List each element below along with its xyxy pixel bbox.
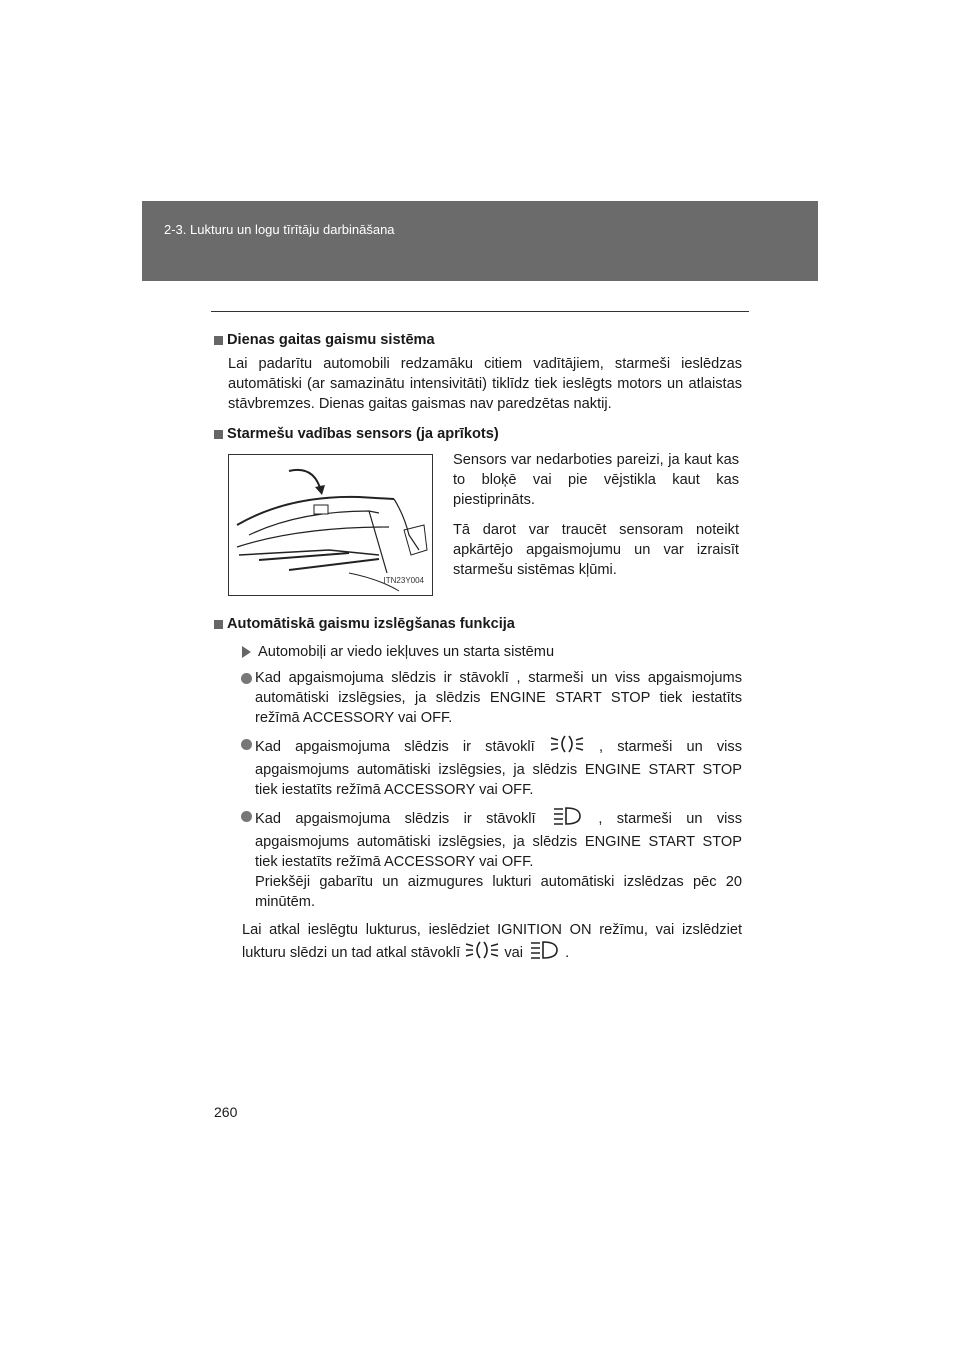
relight-instruction [214, 920, 742, 966]
section-title: 2-3. Lukturu un logu tīrītāju darbināšana [164, 222, 395, 237]
smart-entry-subheading [214, 642, 742, 662]
page-number: 260 [214, 1104, 238, 1120]
bullet-item-2 [214, 734, 742, 800]
figure-code: ITN23Y004 [383, 576, 424, 585]
bullet-3-note: Priekšēji gabarītu un aizmugures lukturi automātiski izslēdzas pēc 20 minūtēm. [255, 874, 742, 910]
auto-off-heading-text: Automātiskā gaismu izslēgšanas funkcija [227, 616, 515, 632]
tail-light-icon [464, 940, 500, 966]
round-bullet-icon [241, 811, 252, 822]
sensor-section [214, 424, 742, 596]
sensor-text [453, 450, 739, 596]
sensor-heading-text: Starmešu vadības sensors (ja aprīkots) [227, 426, 499, 442]
bullet-1-text: Kad apgaismojuma slēdzis ir stāvoklī , starmeši un viss apgaismojums automātiski izslēgsies, ja slēdzis ENGINE START STOP tiek iestatīts režīmā ACCESSORY vai OFF. [255, 670, 742, 726]
round-bullet-icon [241, 673, 252, 684]
auto-off-section [214, 614, 742, 966]
final-text-end: . [565, 944, 570, 961]
bullet-item-3 [214, 806, 742, 912]
square-bullet-icon [214, 430, 223, 439]
tail-light-icon [549, 734, 585, 760]
drl-heading [214, 330, 742, 350]
square-bullet-icon [214, 336, 223, 345]
headlight-icon [527, 940, 561, 966]
sensor-text-p2: Tā darot var traucēt sensoram noteikt apkārtējo apgaismojumu un var izraisīt starmešu sistēmas kļūmi. [453, 522, 739, 578]
triangle-bullet-icon [242, 646, 251, 658]
auto-off-heading [214, 614, 742, 634]
section-header-bar [142, 201, 818, 281]
final-text-mid: vai [504, 944, 523, 961]
divider-rule [211, 311, 749, 312]
drl-heading-text: Dienas gaitas gaismu sistēma [227, 332, 435, 348]
windshield-sensor-illustration [228, 454, 433, 596]
bullet-2-text-start: Kad apgaismojuma slēdzis ir stāvoklī [255, 738, 535, 755]
page-content [214, 330, 742, 976]
bullet-item-1 [214, 668, 742, 728]
final-text-start: Lai atkal ieslēgtu lukturus, ieslēdziet IGNITION ON režīmu, vai izslēdziet lukturu slēdzi un tad atkal stāvoklī [242, 922, 742, 961]
square-bullet-icon [214, 620, 223, 629]
round-bullet-icon [241, 739, 252, 750]
subheading-text: Automobiļi ar viedo iekļuves un starta sistēmu [258, 644, 555, 660]
bullet-3-text-end: , starmeši un viss apgaismojums automātiski izslēgsies, ja slēdzis ENGINE START STOP tiek iestatīts režīmā ACCESSORY vai OFF. [255, 810, 742, 870]
sensor-heading [214, 424, 742, 444]
drl-section [214, 330, 742, 414]
drl-text: Lai padarītu automobili redzamāku citiem vadītājiem, starmeši ieslēdzas automātiski (ar samazinātu intensivitāti) tiklīdz tiek ieslēgts motors un atlaistas stāvbremzes. Dienas gaitas gaismas nav paredzētas naktij. [228, 356, 742, 412]
sensor-row [214, 454, 742, 596]
bullet-2-text-end: , starmeši un viss apgaismojums automātiski izslēgsies, ja slēdzis ENGINE START STOP tiek iestatīts režīmā ACCESSORY vai OFF. [255, 738, 742, 798]
sensor-text-p1: Sensors var nedarboties pareizi, ja kaut kas to bloķē vai pie vējstikla kaut kas piestiprināts. [453, 452, 739, 508]
headlight-icon [550, 806, 584, 832]
bullet-3-text-start: Kad apgaismojuma slēdzis ir stāvoklī [255, 810, 536, 827]
